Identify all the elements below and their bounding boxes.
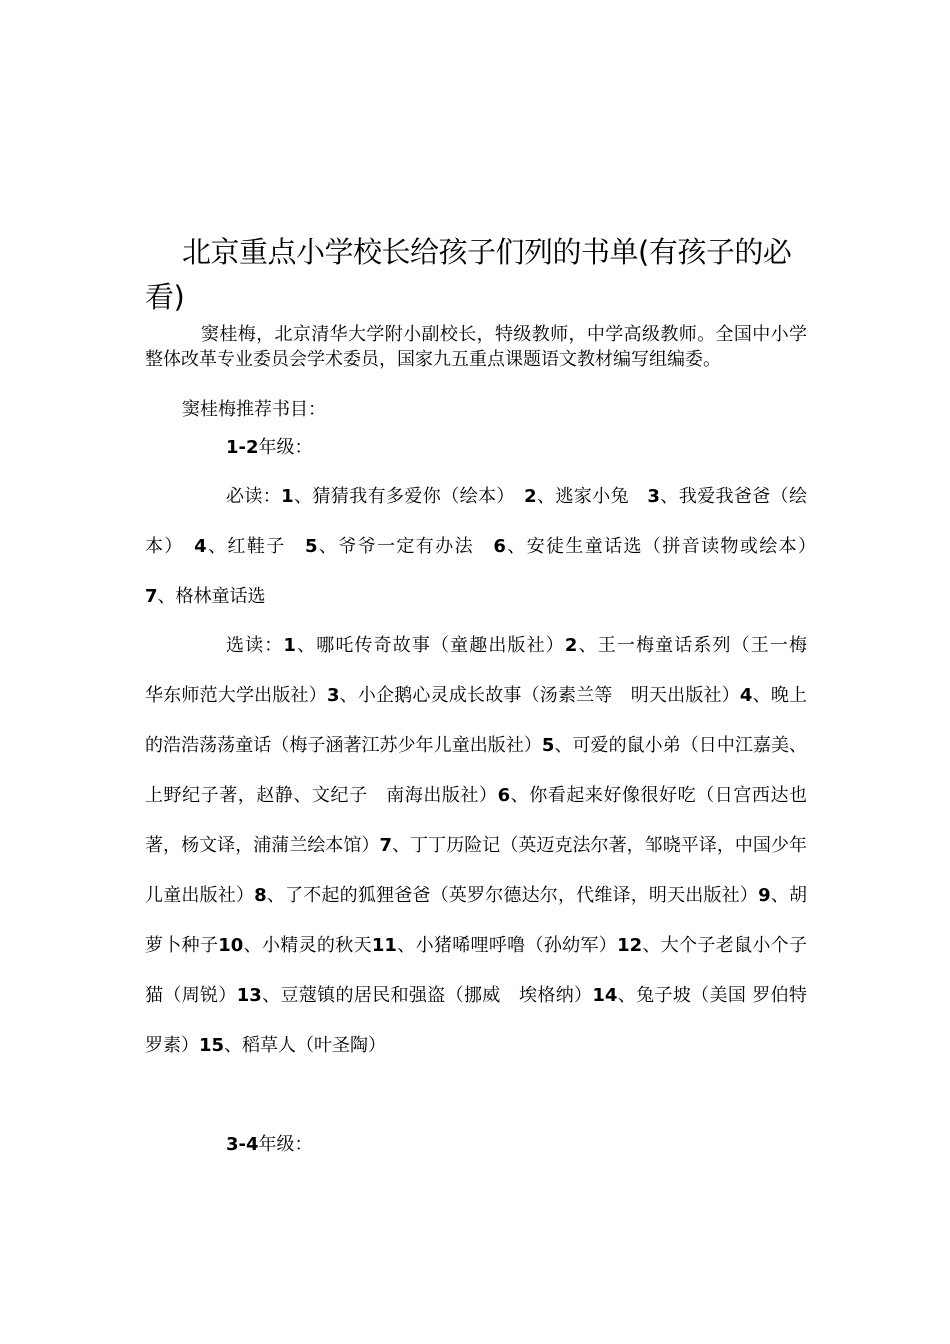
book-title: 、大个子老鼠小个子猫（周锐） bbox=[145, 935, 808, 1006]
book-title: 、兔子坡（美国 罗伯特罗素） bbox=[145, 985, 807, 1056]
book-title: 、胡萝卜种子 bbox=[145, 885, 808, 956]
grade-number: 3-4 bbox=[226, 1134, 259, 1155]
book-title: 、小精灵的秋天 bbox=[243, 935, 372, 956]
book-number: 5 bbox=[304, 536, 318, 557]
book-title: 、小猪唏哩呼噜（孙幼军） bbox=[396, 935, 618, 956]
recommend-heading: 窦桂梅推荐书目： bbox=[182, 399, 326, 420]
document-title: 北京重点小学校长给孩子们列的书单(有孩子的必看) bbox=[145, 235, 792, 314]
book-number: 3 bbox=[647, 486, 660, 507]
book-number: 9 bbox=[758, 885, 771, 906]
optional-reading-list bbox=[145, 621, 826, 1071]
book-title: 、稻草人（叶圣陶） bbox=[224, 1035, 387, 1056]
book-title: 、格林童话选 bbox=[157, 586, 266, 607]
optional-label: 选读： bbox=[226, 635, 284, 656]
book-number: 5 bbox=[541, 735, 555, 756]
grade-heading-3-4 bbox=[226, 1130, 313, 1160]
book-number: 12 bbox=[617, 935, 643, 956]
book-title: 、王一梅童话系列（王一梅 华东师范大学出版社） bbox=[145, 635, 826, 706]
book-number: 4 bbox=[739, 685, 753, 706]
book-number: 3 bbox=[326, 685, 340, 706]
book-title: 、晚上的浩浩荡荡童话（梅子涵著江苏少年儿童出版社） bbox=[145, 685, 808, 756]
book-number: 2 bbox=[524, 486, 537, 507]
grade-label: 年级： bbox=[258, 437, 313, 458]
book-number: 8 bbox=[254, 885, 267, 906]
book-title: 、逃家小兔 bbox=[536, 486, 648, 507]
book-number: 13 bbox=[236, 985, 262, 1006]
book-number: 15 bbox=[199, 1035, 225, 1056]
book-number: 7 bbox=[379, 835, 393, 856]
book-title: 、红鞋子 bbox=[206, 536, 305, 557]
book-title: 、你看起来好像很好吃（日宫西达也著，杨文译，浦蒲兰绘本馆） bbox=[145, 785, 808, 856]
book-number: 10 bbox=[218, 935, 244, 956]
book-number: 6 bbox=[497, 785, 511, 806]
grade-heading-1-2 bbox=[226, 433, 313, 463]
book-title: 、可爱的鼠小弟（日中江嘉美、上野纪子著，赵静、文纪子 南海出版社） bbox=[145, 735, 808, 806]
book-number: 7 bbox=[145, 586, 158, 607]
book-title: 、小企鹅心灵成长故事（汤素兰等 明天出版社） bbox=[339, 685, 740, 706]
book-number: 1 bbox=[281, 486, 294, 507]
grade-number: 1-2 bbox=[226, 437, 259, 458]
required-reading-list bbox=[145, 472, 825, 622]
book-title: 、豆蔻镇的居民和强盗（挪威 埃格纳） bbox=[261, 985, 593, 1006]
book-number: 14 bbox=[592, 985, 618, 1006]
book-title: 、哪吒传奇故事（童趣出版社） bbox=[295, 635, 565, 656]
book-title: 、了不起的狐狸爸爸（英罗尔德达尔，代维译，明天出版社） bbox=[266, 885, 759, 906]
book-number: 1 bbox=[283, 635, 296, 656]
book-title: 、爷爷一定有办法 bbox=[317, 536, 494, 557]
book-title: 、安徒生童话选（拼音读物或绘本） bbox=[505, 536, 825, 557]
book-title: 、猜猜我有多爱你（绘本） bbox=[293, 486, 525, 507]
book-title: 、我爱我爸爸（绘本） bbox=[145, 486, 808, 557]
grade-label: 年级： bbox=[258, 1134, 313, 1155]
required-label: 必读： bbox=[226, 486, 282, 507]
book-number: 6 bbox=[493, 536, 506, 557]
book-number: 4 bbox=[194, 536, 207, 557]
book-number: 11 bbox=[371, 935, 397, 956]
book-title: 、丁丁历险记（英迈克法尔著，邹晓平译，中国少年儿童出版社） bbox=[145, 835, 807, 906]
author-intro: 窦桂梅，北京清华大学附小副校长，特级教师，中学高级教师。全国中小学整体改革专业委员会学术委员，国家九五重点课题语文教材编写组编委。 bbox=[145, 324, 807, 370]
book-number: 2 bbox=[564, 635, 578, 656]
